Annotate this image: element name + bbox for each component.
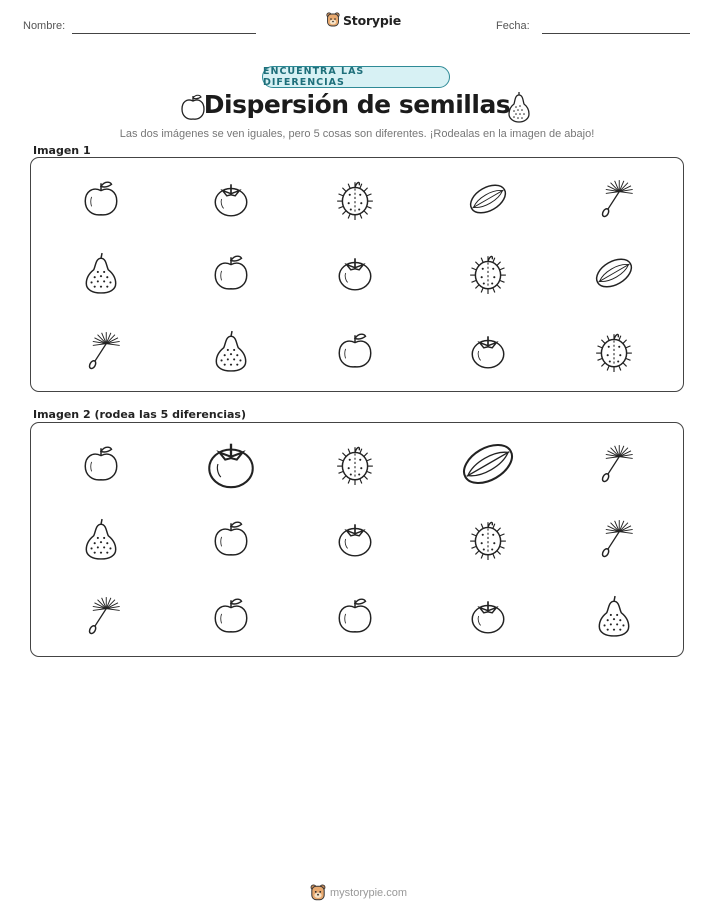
image2-tomato-icon[interactable] xyxy=(467,595,509,637)
image2-dandelion-icon[interactable] xyxy=(80,595,122,637)
footer xyxy=(310,884,407,902)
image2-apple-icon[interactable] xyxy=(80,443,122,485)
instructions: Las dos imágenes se ven iguales, pero 5 cosas son diferentes. ¡Rodealas en la imagen de abajo! xyxy=(119,128,595,140)
image2-label: Imagen 2 (rodea las 5 diferencias) xyxy=(33,408,247,421)
image2-spiky-seed-icon[interactable] xyxy=(467,518,509,560)
image1-spiky-seed-icon xyxy=(334,178,376,220)
image2-dandelion-icon[interactable] xyxy=(593,443,635,485)
image1-pod-icon xyxy=(467,178,509,220)
image1-pear-icon xyxy=(210,330,252,372)
image1-tomato-icon xyxy=(467,330,509,372)
bear-mascot-icon xyxy=(310,884,326,902)
image2-pear-icon[interactable] xyxy=(593,595,635,637)
image1-spiky-seed-icon xyxy=(467,252,509,294)
image2-spiky-seed-icon[interactable] xyxy=(334,443,376,485)
date-label: Fecha: xyxy=(496,20,530,32)
image1-dandelion-icon xyxy=(80,330,122,372)
image2-dandelion-icon[interactable] xyxy=(593,518,635,560)
image1-spiky-seed-icon xyxy=(593,330,635,372)
page-title: Dispersión de semillas xyxy=(203,90,511,119)
image1-tomato-icon xyxy=(210,178,252,220)
image2-apple-icon[interactable] xyxy=(210,518,252,560)
brand-logo: Storypie xyxy=(326,12,401,28)
image1-apple-icon xyxy=(334,330,376,372)
image1-apple-icon xyxy=(80,178,122,220)
pear-icon xyxy=(506,91,532,123)
image1-pod-icon xyxy=(593,252,635,294)
activity-badge: ENCUENTRA LAS DIFERENCIAS xyxy=(262,66,450,88)
image2-pear-icon[interactable] xyxy=(80,518,122,560)
bear-mascot-icon xyxy=(326,12,340,28)
image1-apple-icon xyxy=(210,252,252,294)
image1-tomato-icon xyxy=(334,252,376,294)
image1-pear-icon xyxy=(80,252,122,294)
image1-dandelion-icon xyxy=(593,178,635,220)
image2-pod-icon[interactable] xyxy=(459,435,517,493)
image2-tomato-icon[interactable] xyxy=(334,518,376,560)
footer-site: mystorypie.com xyxy=(330,887,408,899)
image2-tomato-icon[interactable] xyxy=(202,435,260,493)
image2-apple-icon[interactable] xyxy=(210,595,252,637)
name-label: Nombre: xyxy=(23,20,66,32)
image1-label: Imagen 1 xyxy=(33,144,91,157)
date-field[interactable] xyxy=(542,33,690,34)
name-field[interactable] xyxy=(72,33,256,34)
image2-apple-icon[interactable] xyxy=(334,595,376,637)
